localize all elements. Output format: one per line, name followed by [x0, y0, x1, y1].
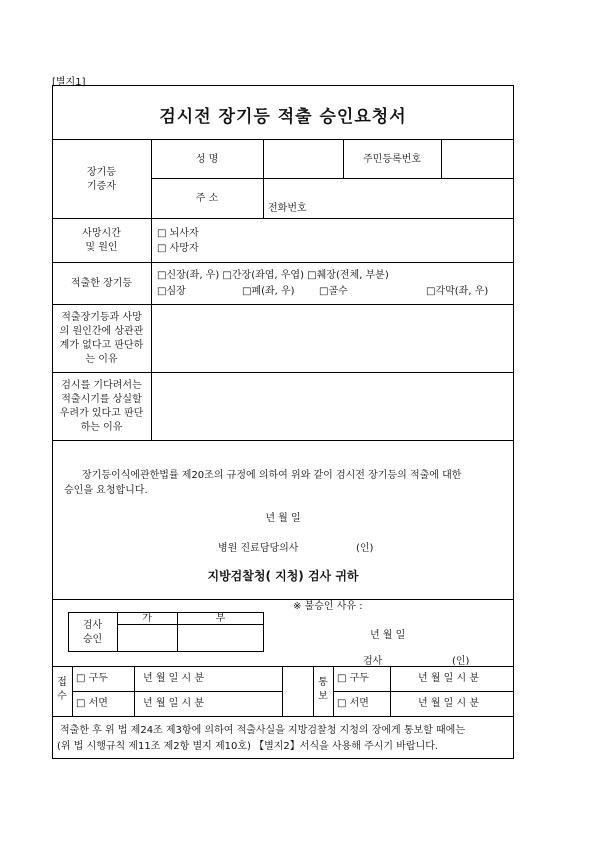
address-label: 주 소: [195, 193, 219, 204]
reject-field[interactable]: [177, 625, 264, 651]
approve-field[interactable]: [117, 625, 177, 651]
reason2-label: 적출시기를 상실할: [61, 394, 142, 405]
organs-checkbox-row[interactable]: □신장(좌, 우) □간장(좌엽, 우엽) □췌장(전체, 부분): [157, 270, 389, 281]
divider: [151, 178, 514, 179]
donor-label: 장기등: [87, 167, 116, 178]
reason2-label: 하는 이유: [80, 422, 123, 433]
reason2-label: 검시를 기다려서는: [61, 380, 142, 391]
divider: [52, 716, 514, 717]
divider: [52, 304, 514, 305]
approve-label: 가: [142, 613, 152, 624]
notice-label: 보: [318, 691, 328, 702]
receipt-datetime: 년 월 일 시 분: [143, 698, 205, 709]
deceased-checkbox[interactable]: □ 사망자: [157, 243, 199, 254]
divider: [52, 262, 514, 263]
prosecutor-label: 검사: [363, 656, 383, 665]
approval-date: 년 월 일: [370, 630, 406, 641]
phone-label: 전화번호: [268, 203, 307, 214]
divider: [52, 599, 514, 600]
cornea-checkbox[interactable]: □각막(좌, 우): [426, 286, 489, 297]
approval-sign-row: [52, 655, 514, 665]
donor-label: 기증자: [87, 181, 116, 192]
signer-label: 병원 진료담당의사: [218, 543, 299, 554]
rejection-reason-label: ※ 불승인 사유 :: [293, 601, 363, 612]
lung-checkbox[interactable]: □폐(좌, 우): [242, 286, 295, 297]
notice-label: 통: [318, 677, 328, 688]
heart-checkbox[interactable]: □심장: [157, 286, 186, 297]
reason2-label: 우려가 있다고 판단: [59, 408, 144, 419]
notice-oral-checkbox[interactable]: □ 구두: [337, 673, 369, 684]
receipt-written-checkbox[interactable]: □ 서면: [76, 698, 108, 709]
form-label: [별지1]: [52, 77, 86, 88]
notice-datetime: 년 월 일 시 분: [418, 673, 480, 684]
divider: [333, 666, 334, 716]
receipt-datetime: 년 월 일 시 분: [143, 673, 205, 684]
request-date: 년 월 일: [265, 513, 301, 524]
divider: [441, 139, 442, 178]
reason1-label: 계가 없다고 판단하: [59, 340, 144, 351]
divider: [72, 666, 73, 716]
divider: [263, 139, 264, 218]
addressee: 지방검찰청( 지청) 검사 귀하: [207, 569, 359, 583]
reason1-label: 는 이유: [85, 354, 118, 365]
divider: [52, 139, 514, 140]
death-label: 사망시간: [82, 228, 121, 239]
reject-label: 부: [215, 613, 226, 624]
receipt-oral-checkbox[interactable]: □ 구두: [76, 673, 108, 684]
prosecutor-seal: (인): [452, 656, 470, 665]
resident-id-field[interactable]: [446, 146, 510, 174]
divider: [282, 666, 283, 716]
divider: [72, 691, 282, 692]
approval-label: 검사: [82, 620, 103, 631]
footer-note: 적출한 후 위 법 제24조 제3항에 의하여 적출사실을 지방검찰청 지청의 장에게 통보할 때에는: [60, 725, 465, 736]
footer-note: (위 법 시행규칙 제11조 제2항 별지 제10호) 【별지2】서식을 사용해 주시기 바랍니다.: [57, 741, 439, 752]
request-text: 승인을 요청합니다.: [64, 485, 148, 496]
receipt-label: 수: [57, 691, 67, 702]
name-field[interactable]: [268, 146, 342, 174]
reason1-label: 적출장기등과 사망: [61, 312, 142, 323]
divider: [390, 666, 391, 716]
divider: [52, 666, 514, 667]
organs-label: 적출한 장기등: [70, 278, 133, 289]
divider: [134, 666, 135, 716]
name-label: 성 명: [195, 154, 219, 165]
resident-id-label: 주민등록번호: [363, 154, 421, 165]
brain-dead-checkbox[interactable]: □ 뇌사자: [157, 228, 199, 239]
divider: [333, 691, 514, 692]
notice-written-checkbox[interactable]: □ 서면: [337, 698, 369, 709]
reason1-label: 의 원인간에 상관관: [59, 326, 144, 337]
divider: [52, 440, 514, 441]
divider: [52, 218, 514, 219]
page-title: 검시전 장기등 적출 승인요청서: [159, 107, 407, 127]
divider: [52, 372, 514, 373]
signer-seal: (인): [356, 543, 374, 554]
bone-marrow-checkbox[interactable]: □골수: [319, 286, 348, 297]
divider: [151, 139, 152, 440]
notice-datetime: 년 월 일 시 분: [418, 698, 480, 709]
request-text: 장기등이식에관한법률 제20조의 규정에 의하여 위와 같이 검시전 장기등의 적출에 대한: [82, 470, 462, 481]
death-label: 및 원인: [85, 242, 118, 253]
approval-label: 승인: [82, 634, 103, 645]
receipt-label: 접: [57, 677, 67, 688]
